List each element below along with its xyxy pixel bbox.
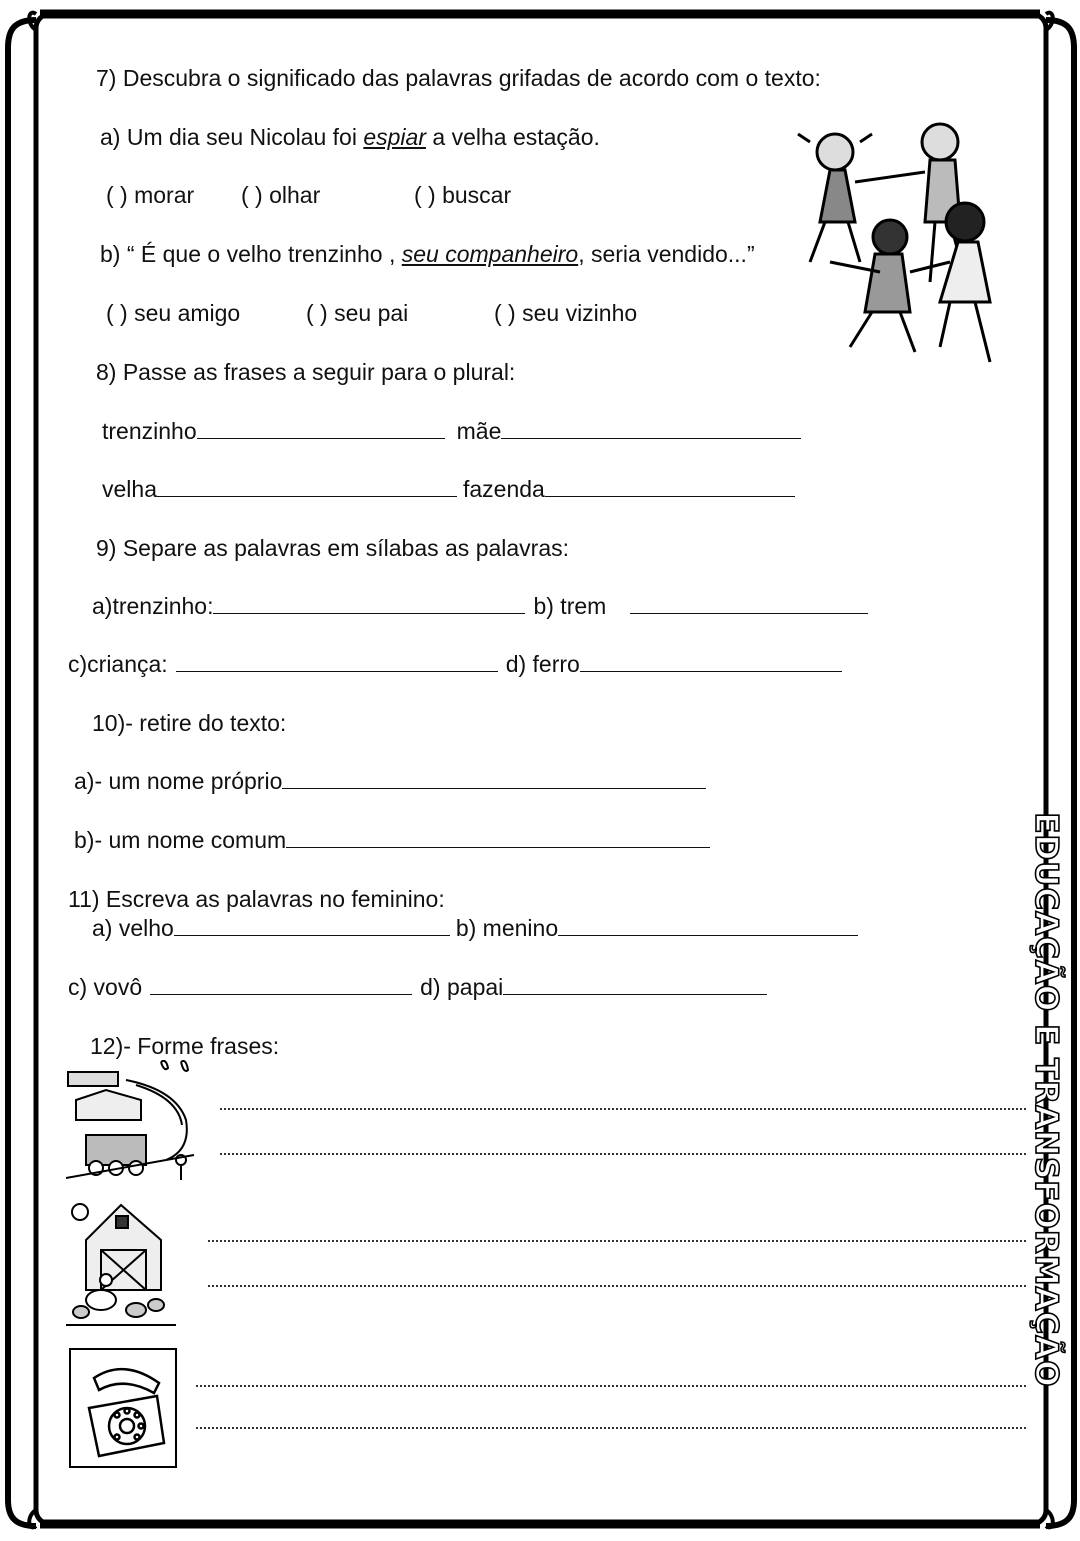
q8-word: mãe (456, 418, 502, 444)
sentence-line[interactable] (208, 1240, 1026, 1242)
q12-title: 12)- Forme frases: (90, 1033, 280, 1059)
answer-blank[interactable] (197, 418, 445, 439)
q9-item: c)criança: (68, 651, 168, 677)
q7-a-option[interactable]: ( ) olhar (241, 182, 321, 208)
answer-blank[interactable] (630, 593, 868, 614)
telephone-illustration (69, 1348, 179, 1470)
farm-barn-illustration (66, 1200, 176, 1330)
q11-item: a) velho (92, 915, 174, 941)
q8-word: velha (102, 476, 157, 502)
q8-word: fazenda (462, 476, 545, 502)
q7-b-option[interactable]: ( ) seu pai (306, 300, 409, 326)
sentence-line[interactable] (220, 1108, 1026, 1110)
q7-a-prefix: a) Um dia seu Nicolau foi (100, 124, 364, 150)
q7-b-prefix: b) “ É que o velho trenzinho , (100, 241, 402, 267)
q7-b-word: seu companheiro (401, 241, 579, 267)
answer-blank[interactable] (503, 974, 767, 995)
sentence-line[interactable] (220, 1153, 1026, 1155)
q11-row-2 (68, 973, 767, 1001)
q7-a-suffix: a velha estação. (426, 124, 600, 150)
q9-item: d) ferro (505, 651, 580, 677)
q8-row-2 (102, 475, 795, 503)
answer-blank[interactable] (176, 651, 498, 672)
q8-row-1 (102, 417, 801, 445)
q11-item: b) menino (455, 915, 559, 941)
q9-row-1 (92, 592, 868, 620)
answer-blank[interactable] (282, 768, 706, 789)
q7-a-sentence (100, 123, 600, 151)
q10-item: a)- um nome próprio (74, 768, 283, 794)
q7-title: 7) Descubra o significado das palavras grifadas de acordo com o texto: (96, 65, 821, 91)
q7-b-option[interactable]: ( ) seu vizinho (494, 300, 638, 326)
sentence-line[interactable] (208, 1285, 1026, 1287)
children-playing-illustration (790, 112, 1020, 377)
q7-b-suffix: , seria vendido...” (578, 241, 755, 267)
answer-blank[interactable] (580, 651, 842, 672)
answer-blank[interactable] (213, 593, 525, 614)
answer-blank[interactable] (545, 476, 795, 497)
q7-b-sentence (100, 240, 755, 268)
q11-item: c) vovô (68, 974, 143, 1000)
sentence-line[interactable] (196, 1385, 1026, 1387)
answer-blank[interactable] (157, 476, 457, 497)
q8-title: 8) Passe as frases a seguir para o plural: (96, 359, 516, 385)
answer-blank[interactable] (558, 915, 858, 936)
q10-row-1 (74, 767, 706, 795)
answer-blank[interactable] (174, 915, 450, 936)
train-station-illustration (66, 1060, 196, 1185)
q9-row-2 (68, 650, 842, 678)
brand-watermark: EDUCAÇÃO E TRANSFORMAÇÃO (1028, 812, 1064, 1388)
q10-row-2 (74, 826, 710, 854)
answer-blank[interactable] (150, 974, 412, 995)
q7-a-option[interactable]: ( ) morar (106, 182, 195, 208)
q7-b-option[interactable]: ( ) seu amigo (106, 300, 241, 326)
q9-item: b) trem (533, 593, 607, 619)
answer-blank[interactable] (501, 418, 801, 439)
q7-a-option[interactable]: ( ) buscar (414, 182, 512, 208)
q10-item: b)- um nome comum (74, 827, 287, 853)
q9-title: 9) Separe as palavras em sílabas as palavras: (96, 535, 570, 561)
q8-word: trenzinho (102, 418, 197, 444)
q7-a-word: espiar (363, 124, 426, 150)
answer-blank[interactable] (286, 827, 710, 848)
q11-title: 11) Escreva as palavras no feminino: (68, 886, 445, 912)
q9-item: a)trenzinho: (92, 593, 214, 619)
q10-title: 10)- retire do texto: (92, 710, 287, 736)
q11-item: d) papai (420, 974, 504, 1000)
q11-row-1 (92, 914, 858, 942)
sentence-line[interactable] (196, 1427, 1026, 1429)
